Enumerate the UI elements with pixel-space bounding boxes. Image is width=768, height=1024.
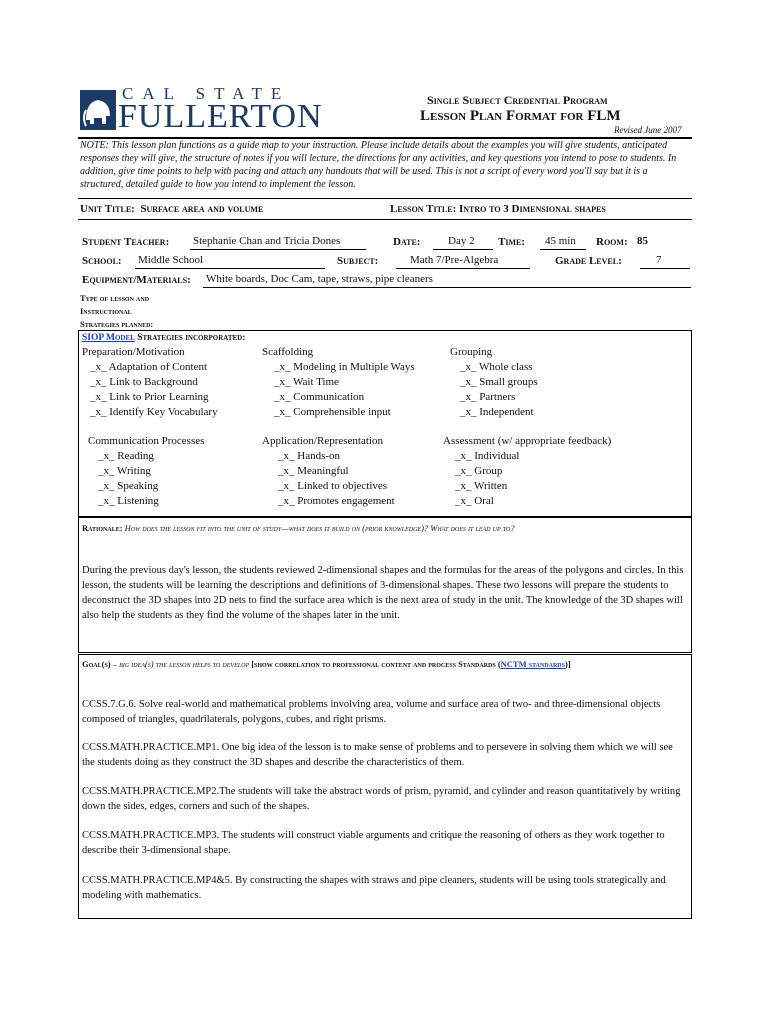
goal-item: CCSS.MATH.PRACTICE.MP4&5. By constructing the shapes with straws and pipe cleaners, students will be using tools strategically and modeling with mathematics. bbox=[82, 875, 666, 901]
csuf-logo bbox=[80, 84, 323, 138]
siop-col-preparation: Preparation/Motivation _x_ Adaptation of Content _x_ Link to Background _x_ Link to Prior Learning _x_ Identify Key Vocabulary bbox=[82, 346, 218, 418]
siop-item: _x_ Reading bbox=[98, 450, 154, 462]
siop-item: _x_ Group bbox=[455, 465, 503, 477]
siop-item: _x_ Identify Key Vocabulary bbox=[90, 406, 218, 418]
subject-label: Subject: bbox=[337, 255, 379, 267]
siop-col-application: Application/Representation _x_ Hands-on _x_ Meaningful _x_ Linked to objectives _x_ Promotes engagement bbox=[262, 435, 395, 507]
logo-bottom-text: FULLERTON bbox=[118, 98, 323, 135]
siop-item: _x_ Independent bbox=[460, 406, 534, 418]
note-text: NOTE: This lesson plan functions as a guide map to your instruction. Please include details about the examples you will give students, anticipated responses they will give, the structure of notes if you will lecture, the directions for any activities, and key questions you intend to pose to students. In addition, give time points to help with pacing and attach any handouts that will be used. This is not a script of every word you'll say but it is a structured, detailed guide to how you intend to implement the lesson. bbox=[80, 140, 677, 190]
siop-item: _x_ Modeling in Multiple Ways bbox=[274, 361, 415, 373]
program-title: Single Subject Credential Program bbox=[427, 93, 608, 107]
siop-model-link[interactable]: SIOP Model bbox=[82, 333, 135, 343]
equipment-value: White boards, Doc Cam, tape, straws, pipe cleaners bbox=[206, 273, 433, 285]
siop-item: _x_ Oral bbox=[455, 495, 494, 507]
siop-item: _x_ Written bbox=[455, 480, 508, 492]
school-label: School: bbox=[82, 255, 122, 267]
siop-item: _x_ Individual bbox=[455, 450, 520, 462]
goal-item: CCSS.MATH.PRACTICE.MP2.The students will take the abstract words of prism, pyramid, and cylinder and reason quantitatively by writing down the sides, edges, corners and such of the shapes. bbox=[82, 786, 681, 812]
siop-item: _x_ Link to Background bbox=[90, 376, 198, 388]
revised-date: Revised June 2007 bbox=[614, 125, 682, 135]
grade-label: Grade Level: bbox=[555, 255, 622, 267]
school-value: Middle School bbox=[138, 254, 204, 266]
subject-value: Math 7/Pre-Algebra bbox=[410, 254, 499, 266]
siop-item: _x_ Link to Prior Learning bbox=[90, 391, 209, 403]
logo-top-text: CAL STATE bbox=[122, 84, 291, 103]
siop-item: _x_ Adaptation of Content bbox=[90, 361, 208, 373]
note-rule bbox=[78, 198, 692, 199]
type-of-lesson: Type of lesson and Instructional Strategies planned: bbox=[80, 293, 154, 329]
siop-col-assessment: Assessment (w/ appropriate feedback) _x_ Individual _x_ Group _x_ Written _x_ Oral bbox=[443, 435, 612, 507]
room-value: 85 bbox=[637, 235, 648, 247]
goal-item: CCSS.MATH.PRACTICE.MP1. One big idea of the lesson is to make sense of problems and to persevere in solving them which we will see the students doing as they construct the 3D shapes and describe the characteristics of them. bbox=[82, 742, 673, 768]
siop-col-grouping: Grouping _x_ Whole class _x_ Small groups _x_ Partners _x_ Independent bbox=[450, 346, 538, 418]
unit-title: Unit Title: Surface area and volume bbox=[80, 203, 264, 215]
siop-item: _x_ Partners bbox=[460, 391, 516, 403]
siop-item: _x_ Writing bbox=[98, 465, 151, 477]
date-underline bbox=[433, 249, 493, 250]
date-value: Day 2 bbox=[448, 235, 475, 247]
lesson-title: Lesson Title: Intro to 3 Dimensional shapes bbox=[390, 203, 606, 215]
equipment-underline bbox=[203, 287, 691, 288]
siop-item: _x_ Hands-on bbox=[278, 450, 341, 462]
equipment-label: Equipment/Materials: bbox=[82, 274, 191, 286]
siop-item: _x_ Linked to objectives bbox=[278, 480, 388, 492]
rationale-text: During the previous day's lesson, the students reviewed 2-dimensional shapes and the formulas for the areas of the polygons and circles. In this lesson, the students will be learning the descriptions and definitions of 3-dimensional shapes. These two lessons will prepare the students to deconstruct the 3D shapes into 2D nets to find the surface area which is the next area of study in the unit. The knowledge of the 3D shapes will also help the students as they find the volume of the shapes later in the unit. bbox=[82, 565, 684, 621]
siop-item: _x_ Communication bbox=[274, 391, 365, 403]
rationale-header: Rationale: How does the lesson fit into the unit of study—what does it build on (prior knowledge)? What does it lead up to? bbox=[82, 523, 515, 533]
goal-item: CCSS.7.G.6. Solve real-world and mathematical problems involving area, volume and surface area of two- and three-dimensional objects composed of triangles, quadrilaterals, polygons, cubes, and right prisms. bbox=[82, 699, 661, 725]
school-underline bbox=[135, 268, 325, 269]
time-label: Time: bbox=[498, 236, 525, 248]
subject-underline bbox=[396, 268, 530, 269]
elephant-logo-icon bbox=[80, 90, 116, 130]
siop-item: _x_ Whole class bbox=[460, 361, 533, 373]
room-label: Room: bbox=[596, 236, 628, 248]
goals-header: Goal(s) – big idea(s) the lesson helps to develop [show correlation to professional content and process Standards (NCTM standards)] bbox=[82, 659, 571, 669]
unit-rule bbox=[78, 219, 692, 220]
grade-underline bbox=[640, 268, 690, 269]
siop-item: _x_ Wait Time bbox=[274, 376, 339, 388]
goal-item: CCSS.MATH.PRACTICE.MP3. The students will construct viable arguments and critique the reasoning of others as they work together to describe their 3-dimensional shape. bbox=[82, 830, 665, 856]
teacher-underline bbox=[190, 249, 366, 250]
date-label: Date: bbox=[393, 236, 421, 248]
grade-value: 7 bbox=[656, 254, 662, 266]
siop-col-communication: Communication Processes _x_ Reading _x_ Writing _x_ Speaking _x_ Listening bbox=[88, 435, 205, 507]
siop-item: _x_ Comprehensible input bbox=[274, 406, 391, 418]
siop-col-scaffolding: Scaffolding _x_ Modeling in Multiple Ways _x_ Wait Time _x_ Communication _x_ Comprehensible input bbox=[262, 346, 415, 418]
time-value: 45 min bbox=[545, 235, 576, 247]
teacher-value: Stephanie Chan and Tricia Dones bbox=[193, 235, 341, 247]
time-underline bbox=[540, 249, 586, 250]
teacher-label: Student Teacher: bbox=[82, 236, 170, 248]
siop-header: SIOP Model Strategies incorporated: bbox=[82, 333, 246, 343]
siop-item: _x_ Small groups bbox=[460, 376, 538, 388]
siop-item: _x_ Promotes engagement bbox=[278, 495, 395, 507]
nctm-standards-link[interactable]: NCTM standards bbox=[500, 659, 565, 669]
format-title: Lesson Plan Format for FLM bbox=[420, 108, 621, 124]
siop-item: _x_ Listening bbox=[98, 495, 159, 507]
siop-item: _x_ Speaking bbox=[98, 480, 159, 492]
siop-item: _x_ Meaningful bbox=[278, 465, 349, 477]
